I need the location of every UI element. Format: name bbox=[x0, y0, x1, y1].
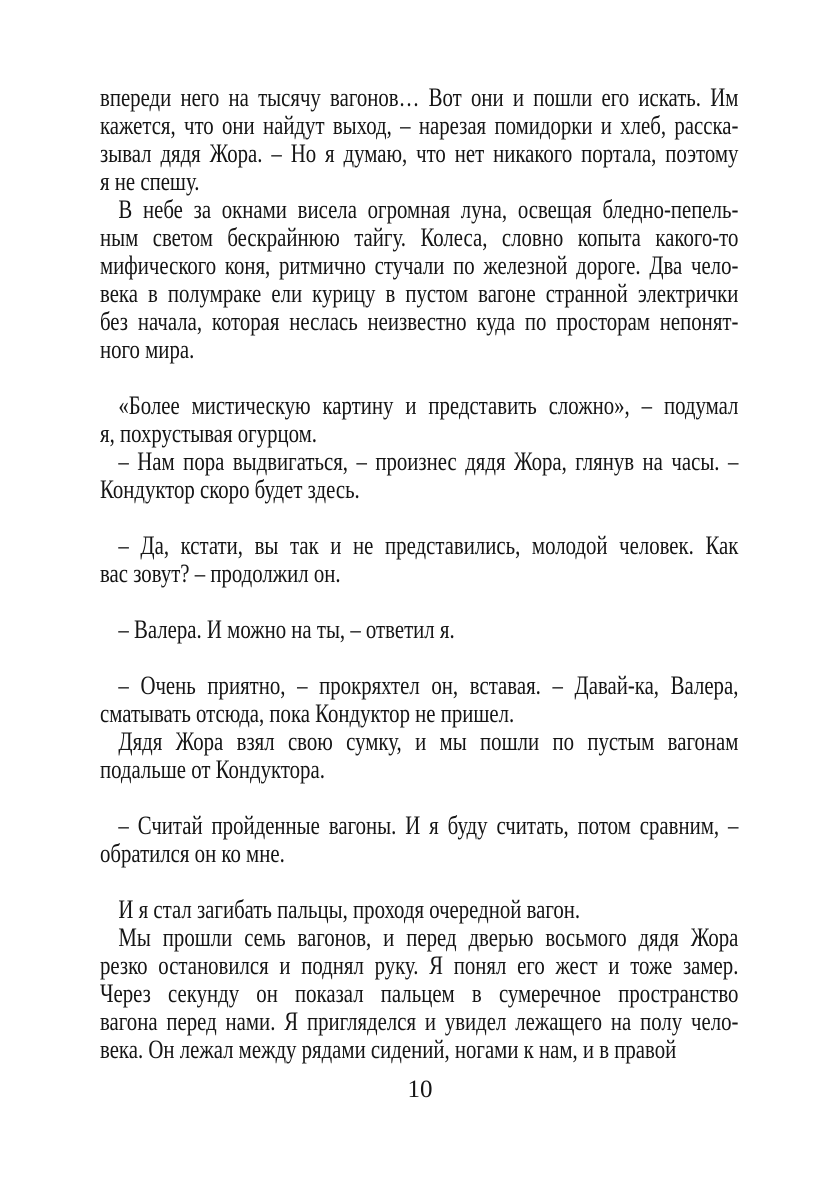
text-line: впереди него на тысячу вагонов… Вот они и пошли его искать. Им bbox=[100, 83, 739, 112]
text-line: обратился он ко мне. bbox=[100, 839, 285, 868]
paragraph bbox=[100, 924, 738, 1064]
text-line: вагона перед нами. Я пригляделся и увидел лежащего на полу чело- bbox=[100, 1007, 739, 1036]
text-line: Дядя Жора взял свою сумку, и мы пошли по пустым вагонам bbox=[118, 727, 739, 756]
text-line: И я стал загибать пальцы, проходя очередной вагон. bbox=[118, 895, 581, 924]
paragraph bbox=[100, 392, 738, 448]
text-line: резко остановился и поднял руку. Я понял его жест и тоже замер. bbox=[100, 951, 739, 980]
text-line: кажется, что они найдут выход, – нарезая помидорки и хлеб, расска- bbox=[100, 111, 739, 140]
text-line: – Нам пора выдвигаться, – произнес дядя Жора, глянув на часы. – bbox=[118, 447, 739, 476]
paragraph bbox=[100, 672, 738, 728]
text-line: – Очень приятно, – прокряхтел он, вставая. – Давай-ка, Валера, bbox=[118, 671, 739, 700]
paragraph bbox=[100, 728, 738, 784]
paragraph bbox=[100, 896, 738, 924]
paragraph bbox=[100, 196, 738, 364]
page-number: 10 bbox=[407, 1076, 433, 1103]
text-line: мифического коня, ритмично стучали по железной дороге. Два чело- bbox=[100, 251, 739, 280]
text-line: Кондуктор скоро будет здесь. bbox=[100, 475, 360, 504]
text-line: – Да, кстати, вы так и не представились, молодой человек. Как bbox=[118, 531, 739, 560]
text-line: века. Он лежал между рядами сидений, ногами к нам, и в правой bbox=[100, 1035, 677, 1064]
text-line: ным светом бескрайнюю тайгу. Колеса, словно копыта какого-то bbox=[100, 223, 739, 252]
text-line: сматывать отсюда, пока Кондуктор не пришел. bbox=[100, 699, 515, 728]
text-line: подальше от Кондуктора. bbox=[100, 755, 325, 784]
paragraph bbox=[100, 84, 738, 196]
text-line: я, похрустывая огурцом. bbox=[100, 419, 317, 448]
text-line: В небе за окнами висела огромная луна, освещая бледно-пепель- bbox=[118, 195, 739, 224]
page-text-block bbox=[100, 84, 738, 1064]
text-line: я не спешу. bbox=[100, 167, 200, 196]
text-line: «Более мистическую картину и представить сложно», – подумал bbox=[118, 391, 739, 420]
text-line: вас зовут? – продолжил он. bbox=[100, 559, 341, 588]
text-line: Через секунду он показал пальцем в сумеречное пространство bbox=[100, 979, 739, 1008]
paragraph bbox=[100, 532, 738, 588]
paragraph bbox=[100, 812, 738, 868]
text-line: века в полумраке ели курицу в пустом вагоне странной электрички bbox=[100, 279, 739, 308]
text-line: без начала, которая неслась неизвестно куда по просторам непонят- bbox=[100, 307, 739, 336]
text-line: зывал дядя Жора. – Но я думаю, что нет никакого портала, поэтому bbox=[100, 139, 739, 168]
text-line: Мы прошли семь вагонов, и перед дверью восьмого дядя Жора bbox=[118, 923, 739, 952]
paragraph bbox=[100, 448, 738, 504]
text-line: – Считай пройденные вагоны. И я буду считать, потом сравним, – bbox=[118, 811, 739, 840]
text-line: ного мира. bbox=[100, 335, 195, 364]
paragraph bbox=[100, 616, 738, 644]
text-line: – Валера. И можно на ты, – ответил я. bbox=[118, 615, 455, 644]
